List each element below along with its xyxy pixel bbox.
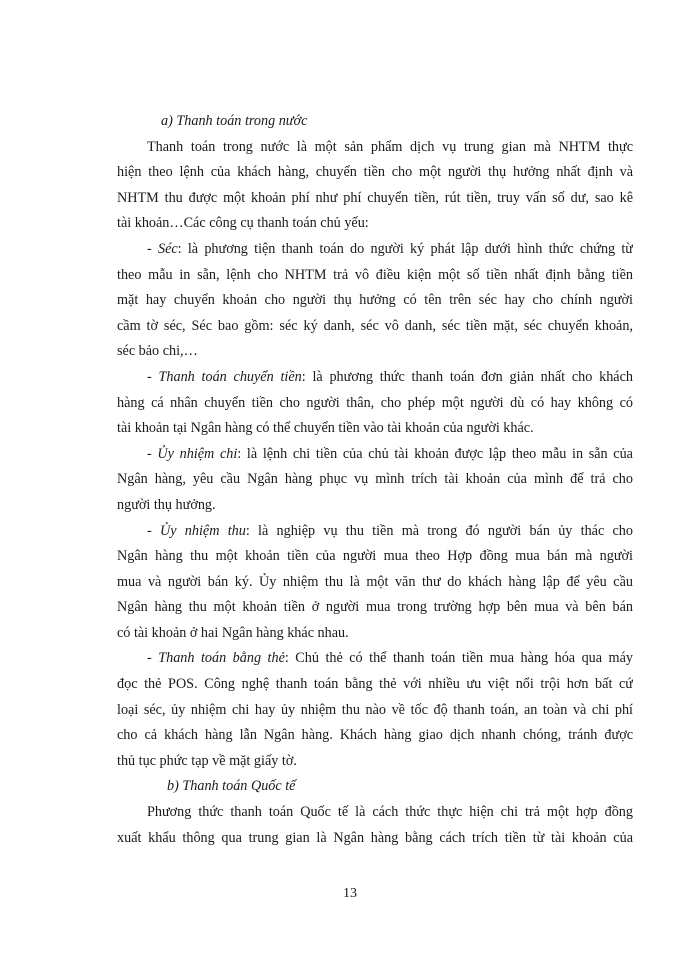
- uy-nhiem-chi-line-3: người thụ hưởng.: [117, 496, 216, 513]
- sec-line-5: séc bảo chi,…: [117, 343, 198, 360]
- page-body: [117, 109, 633, 851]
- uy-nhiem-thu-line-2: Ngân hàng thu một khoản tiền của người mua theo Hợp đồng mua bán mà người: [117, 548, 633, 565]
- section-b-heading: b) Thanh toán Quốc tế: [167, 778, 296, 795]
- uy-nhiem-chi-dash: -: [147, 445, 158, 462]
- sec-line-4: cầm tờ séc, Séc bao gồm: séc ký danh, séc vô danh, séc tiền mặt, séc chuyển khoản,: [117, 317, 633, 334]
- section-a-line-3: NHTM thu được một khoản phí như phí chuyển tiền, rút tiền, truy vấn số dư, sao kê: [117, 189, 633, 206]
- uy-nhiem-chi-first-rest: : là lệnh chi tiền của chủ tài khoản được lập theo mẫu in sẵn của: [237, 445, 633, 462]
- sec-first-rest: : là phương tiện thanh toán do người ký phát lập dưới hình thức chứng từ: [177, 240, 633, 257]
- section-b-line-2: xuất khẩu thông qua trung gian là Ngân hàng bằng cách trích tiền từ tài khoản của: [117, 829, 633, 846]
- uy-nhiem-thu-line-5: có tài khoản ở hai Ngân hàng khác nhau.: [117, 624, 349, 641]
- the-line-5: thủ tục phức tạp về mặt giấy tờ.: [117, 752, 297, 769]
- section-a-line-2: hiện theo lệnh của khách hàng, chuyển tiền cho một người thụ hưởng nhất định và: [117, 164, 633, 181]
- uy-nhiem-thu-dash: -: [147, 522, 160, 539]
- uy-nhiem-chi-first-line: [117, 442, 633, 468]
- the-line-3: loại séc, ủy nhiệm chi hay ủy nhiệm thu nào về tốc độ thanh toán, an toàn và chi phí: [117, 701, 633, 718]
- sec-line-3: mặt hay chuyển khoản cho người thụ hưởng có tên trên séc hay cho chính người: [117, 292, 633, 309]
- chuyen-tien-line-3: tài khoản tại Ngân hàng có thể chuyển tiền vào tài khoản của người khác.: [117, 420, 534, 437]
- chuyen-tien-dash: -: [147, 368, 159, 385]
- the-term: Thanh toán bằng thẻ: [158, 650, 285, 667]
- uy-nhiem-chi-term: Ủy nhiệm chi: [157, 445, 238, 462]
- chuyen-tien-first-line: [117, 365, 633, 391]
- section-a-line-4: tài khoản…Các công cụ thanh toán chủ yếu:: [117, 215, 369, 232]
- sec-line-2: theo mẫu in sẵn, lệnh cho NHTM trả vô điều kiện một số tiền nhất định bằng tiền: [117, 266, 633, 283]
- the-dash: -: [147, 650, 159, 667]
- uy-nhiem-thu-line-4: Ngân hàng thu một khoản tiền ở người mua trong trường hợp bên mua và bên bán: [117, 599, 633, 616]
- the-line-4: cho cả khách hàng lẫn Ngân hàng. Khách hàng giao dịch nhanh chóng, tránh được: [117, 727, 633, 744]
- sec-paragraph-first-line: [117, 237, 633, 263]
- section-a-line-1: Thanh toán trong nước là một sản phẩm dịch vụ trung gian mà NHTM thực: [147, 138, 633, 155]
- page-number: 13: [343, 886, 357, 901]
- uy-nhiem-chi-line-2: Ngân hàng, yêu cầu Ngân hàng phục vụ mình trích tài khoản của mình để trả cho: [117, 471, 633, 488]
- sec-term: Séc: [157, 240, 178, 257]
- section-b-line-1: Phương thức thanh toán Quốc tế là cách thức thực hiện chi trả một hợp đồng: [147, 804, 633, 821]
- chuyen-tien-term: Thanh toán chuyển tiền: [158, 368, 302, 385]
- uy-nhiem-thu-line-3: mua và người bán ký. Ủy nhiệm thu là một văn thư do khách hàng lập để yêu cầu: [117, 573, 633, 590]
- the-first-rest: : Chủ thẻ có thể thanh toán tiền mua hàng hóa qua máy: [284, 650, 633, 667]
- the-line-2: đọc thẻ POS. Công nghệ thanh toán bằng thẻ với nhiều ưu việt nổi trội hơn bất cứ: [117, 676, 633, 693]
- section-a-heading: a) Thanh toán trong nước: [161, 113, 308, 129]
- uy-nhiem-thu-term: Ủy nhiệm thu: [159, 522, 246, 539]
- chuyen-tien-first-rest: : là phương thức thanh toán đơn giản nhất cho khách: [301, 368, 633, 385]
- chuyen-tien-line-2: hàng cá nhân chuyển tiền cho người thân, cho phép một người dù có hay không có: [117, 394, 633, 411]
- uy-nhiem-thu-first-rest: : là nghiệp vụ thu tiền mà trong đó người bán ủy thác cho: [245, 522, 633, 539]
- the-first-line: [117, 646, 633, 672]
- sec-dash: -: [147, 240, 158, 257]
- uy-nhiem-thu-first-line: [117, 519, 633, 545]
